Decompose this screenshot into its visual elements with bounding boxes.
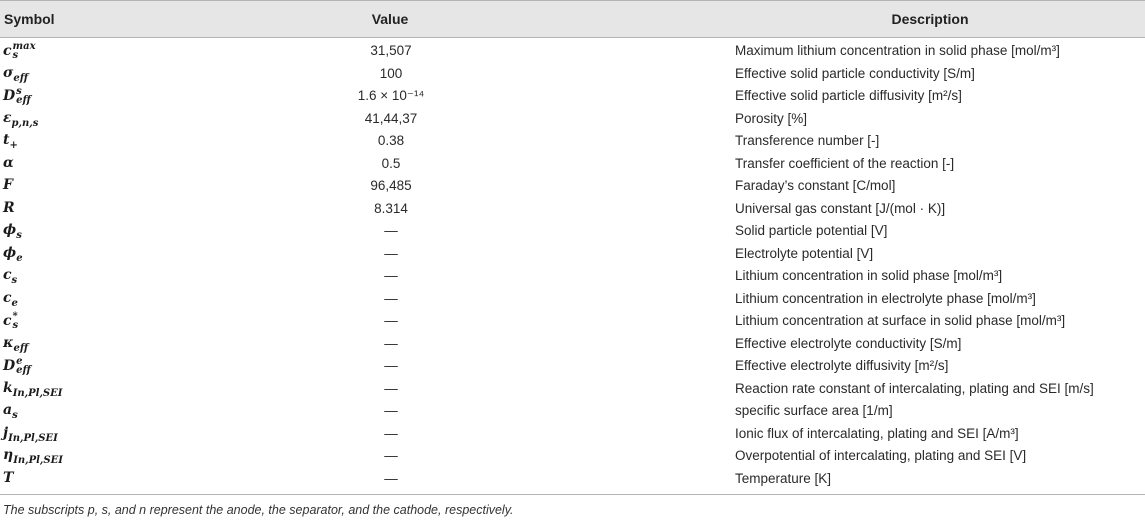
symbol-base: a	[3, 402, 13, 418]
symbol-subscript: p,n,s	[11, 117, 39, 129]
symbol-script-stack	[13, 42, 36, 60]
symbol-subscript: In,Pl,SEI	[8, 432, 58, 444]
table-header	[0, 0, 1145, 38]
description-cell: Lithium concentration at surface in solid phase [mol/m³]	[735, 313, 1066, 328]
symbol-base: F	[3, 177, 13, 193]
table-row	[0, 87, 1145, 109]
table-row	[0, 222, 1145, 244]
symbol-base: D	[3, 358, 16, 374]
symbol-subscript: In,Pl,SEI	[13, 454, 63, 466]
description-cell: Electrolyte potential [V]	[735, 245, 874, 261]
header-symbol: Symbol	[4, 11, 55, 27]
symbol-base: ϕ	[3, 244, 17, 261]
symbol-cell	[3, 402, 18, 421]
symbol-cell	[3, 267, 18, 286]
description-cell: specific surface area [1/m]	[735, 403, 893, 418]
symbol-subscript: e	[16, 252, 23, 264]
symbol-script-stack	[16, 357, 31, 375]
table-row	[0, 177, 1145, 199]
symbol-base: ε	[3, 109, 12, 126]
symbol-cell	[3, 42, 36, 60]
symbol-cell	[3, 132, 18, 151]
table-row	[0, 200, 1145, 222]
value-text: —	[384, 403, 398, 418]
symbol-script-stack	[16, 87, 31, 105]
table-row	[0, 380, 1145, 402]
symbol-superscript: s	[16, 86, 22, 97]
symbol-cell	[3, 424, 58, 444]
table-row	[0, 132, 1145, 154]
symbol-subscript: eff	[16, 365, 31, 376]
symbol-superscript: e	[16, 356, 23, 367]
table-row	[0, 335, 1145, 357]
symbol-subscript: eff	[13, 72, 28, 84]
value-text: 8.314	[374, 200, 408, 216]
symbol-base: t	[3, 132, 10, 148]
symbol-base: j	[3, 424, 9, 441]
symbol-subscript: s	[12, 320, 19, 331]
symbol-base: ϕ	[3, 222, 17, 238]
table-row	[0, 447, 1145, 469]
symbol-cell	[3, 64, 28, 84]
description-cell: Transference number [-]	[735, 133, 880, 148]
symbol-cell	[3, 177, 13, 193]
table-row	[0, 290, 1145, 312]
value-text: —	[384, 358, 398, 373]
symbol-subscript: e	[11, 297, 18, 309]
description-cell: Maximum lithium concentration in solid phase [mol/m³]	[735, 43, 1060, 58]
symbol-base: k	[3, 379, 13, 396]
value-text: —	[384, 425, 398, 441]
description-cell: Ionic flux of intercalating, plating and SEI [A/m³]	[735, 425, 1019, 441]
symbol-subscript: s	[12, 409, 18, 421]
table-row	[0, 470, 1145, 492]
value-text: —	[384, 448, 398, 463]
symbol-cell	[3, 357, 31, 375]
table-row	[0, 357, 1145, 379]
value-text: —	[384, 245, 398, 261]
description-cell: Overpotential of intercalating, plating and SEI [V]	[735, 448, 1027, 463]
header-description-label: Description	[891, 11, 969, 27]
symbol-subscript: In,Pl,SEI	[12, 387, 63, 399]
table-row	[0, 155, 1145, 177]
symbol-base: η	[3, 447, 14, 463]
symbol-base: c	[3, 313, 12, 329]
value-text: 1.6 × 10⁻¹⁴	[357, 88, 425, 103]
value-text: 0.5	[381, 155, 401, 171]
symbol-base: κ	[3, 334, 14, 351]
symbol-cell	[3, 109, 39, 129]
value-text: 96,485	[370, 178, 412, 193]
value-text: 100	[379, 65, 403, 81]
symbol-cell	[3, 244, 23, 264]
description-cell: Porosity [%]	[735, 110, 808, 126]
value-text: 0.38	[377, 133, 405, 148]
symbol-base: c	[3, 43, 12, 59]
description-cell: Faraday’s constant [C/mol]	[735, 178, 896, 193]
description-cell: Temperature [K]	[735, 470, 832, 486]
symbol-base: T	[3, 469, 14, 486]
description-cell: Effective solid particle diffusivity [m²/s]	[735, 88, 962, 103]
description-cell: Solid particle potential [V]	[735, 223, 888, 238]
symbol-cell	[3, 289, 18, 309]
symbol-base: c	[3, 267, 12, 283]
value-text: —	[384, 223, 398, 238]
symbol-superscript: max	[12, 41, 36, 52]
symbol-cell	[3, 200, 15, 216]
description-cell: Effective solid particle conductivity [S/m]	[735, 65, 975, 81]
symbol-base: R	[3, 199, 15, 216]
table-row	[0, 267, 1145, 289]
symbol-base: α	[3, 154, 14, 171]
table-row	[0, 42, 1145, 64]
table-row	[0, 425, 1145, 447]
symbol-subscript: eff	[13, 342, 29, 354]
symbol-subscript: eff	[16, 95, 31, 106]
symbol-subscript: s	[12, 50, 19, 61]
symbol-cell	[3, 447, 63, 466]
symbol-cell	[3, 379, 63, 399]
description-cell: Universal gas constant [J/(mol · K)]	[735, 200, 946, 216]
description-cell: Effective electrolyte conductivity [S/m]	[735, 335, 962, 351]
symbol-subscript: +	[9, 139, 18, 151]
bottom-rule	[0, 494, 1145, 495]
table-row	[0, 245, 1145, 267]
symbol-cell	[3, 87, 31, 105]
description-cell: Lithium concentration in solid phase [mol/m³]	[735, 268, 1003, 283]
description-cell: Reaction rate constant of intercalating, plating and SEI [m/s]	[735, 380, 1094, 396]
symbol-cell	[3, 312, 18, 330]
table-footnote: The subscripts p, s, and n represent the anode, the separator, and the cathode, respectively.	[3, 503, 514, 517]
value-text: 31,507	[370, 43, 412, 58]
symbol-base: D	[3, 88, 16, 104]
value-text: —	[384, 290, 398, 306]
value-text: —	[384, 470, 398, 486]
value-text: —	[384, 268, 398, 283]
table-row	[0, 110, 1145, 132]
symbol-script-stack	[13, 312, 19, 330]
value-text: —	[384, 380, 398, 396]
symbol-base: σ	[3, 64, 14, 81]
symbol-superscript: *	[12, 311, 18, 322]
value-text: —	[384, 313, 398, 328]
symbol-cell	[3, 470, 13, 486]
symbol-cell	[3, 222, 22, 241]
description-cell: Transfer coefficient of the reaction [-]	[735, 155, 955, 171]
symbol-base: c	[3, 289, 12, 306]
table-row	[0, 402, 1145, 424]
value-text: —	[384, 335, 398, 351]
description-cell: Effective electrolyte diffusivity [m²/s]	[735, 358, 949, 373]
table-row	[0, 65, 1145, 87]
symbol-subscript: s	[11, 274, 18, 286]
symbol-subscript: s	[16, 229, 22, 241]
value-text: 41,44,37	[364, 110, 418, 126]
table-row	[0, 312, 1145, 334]
symbol-cell	[3, 334, 29, 354]
symbol-cell	[3, 155, 14, 171]
header-value-label: Value	[371, 11, 409, 27]
description-cell: Lithium concentration in electrolyte phase [mol/m³]	[735, 290, 1036, 306]
